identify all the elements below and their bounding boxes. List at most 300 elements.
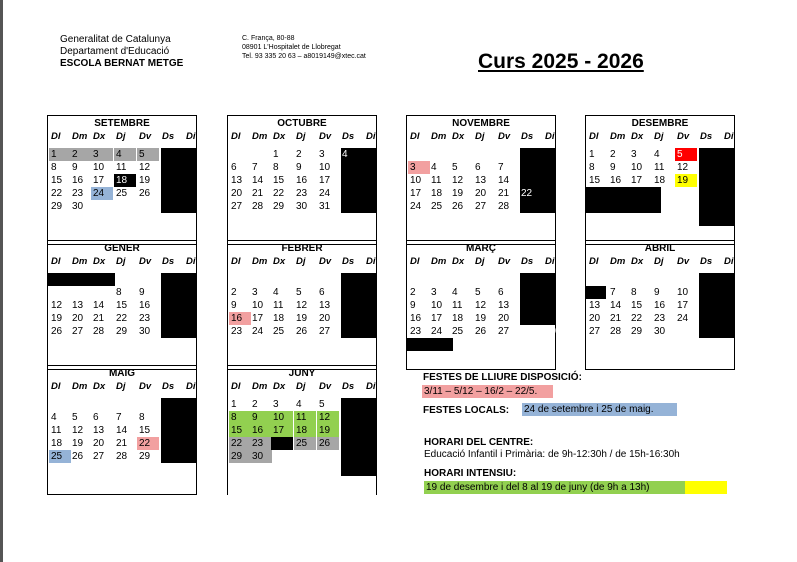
weekday-header: Dm: [72, 256, 88, 267]
free-days-label: FESTES DE LLIURE DISPOSICIÓ:: [423, 372, 582, 383]
day-cell: 21: [252, 188, 264, 199]
day-cell: 1: [231, 399, 237, 410]
day-cell: 17: [410, 188, 422, 199]
day-cell: 14: [93, 300, 105, 311]
closed-days-block: [407, 338, 453, 351]
day-cell: 22: [51, 188, 63, 199]
day-cell: 18: [452, 313, 464, 324]
weekday-header: Dl: [589, 256, 599, 267]
weekday-header: Dm: [431, 131, 447, 142]
day-cell: 29: [631, 326, 643, 337]
day-cell: 22: [631, 313, 643, 324]
day-cell: 10: [319, 162, 331, 173]
weekday-header: Ds: [162, 256, 175, 267]
day-cell: 7: [252, 162, 258, 173]
weekday-header: Dv: [677, 256, 690, 267]
day-cell: 27: [589, 326, 601, 337]
day-cell: 28: [610, 326, 622, 337]
weekday-header: Dx: [93, 131, 106, 142]
day-cell: 7: [498, 162, 504, 173]
day-cell: 11: [654, 162, 665, 173]
day-cell: 19: [72, 438, 84, 449]
month-novembre: [406, 115, 556, 245]
weekday-header: Dl: [231, 256, 241, 267]
day-cell: 25: [116, 188, 128, 199]
month-febrer: [227, 240, 377, 370]
day-cell: 21: [610, 313, 622, 324]
weekday-header: Dl: [51, 131, 61, 142]
day-cell: 27: [475, 201, 487, 212]
weekday-header: Dx: [452, 131, 465, 142]
weekday-header: Dl: [231, 381, 241, 392]
day-cell: 16: [139, 300, 151, 311]
weekday-header: Di: [724, 131, 734, 142]
day-cell: 10: [677, 287, 689, 298]
day-cell: 30: [654, 326, 666, 337]
month-maig: [47, 365, 197, 495]
closed-days-block: [341, 273, 377, 338]
day-cell: 22: [137, 437, 159, 450]
day-cell: 16: [72, 175, 84, 186]
weekday-header: Dx: [452, 256, 465, 267]
month-desembre: [585, 115, 735, 245]
weekday-header: Dv: [319, 131, 332, 142]
day-cell: 8: [116, 287, 122, 298]
day-cell: 11: [452, 300, 463, 311]
month-name: OCTUBRE: [277, 118, 327, 129]
month-març: [406, 240, 556, 370]
month-abril: [585, 240, 735, 370]
day-cell: 6: [93, 412, 99, 423]
day-cell: 4: [114, 148, 136, 161]
day-cell: 27: [319, 326, 331, 337]
day-cell: 22: [521, 188, 533, 199]
month-setembre: [47, 115, 197, 245]
day-cell: 10: [252, 300, 264, 311]
address-line-2: 08901 L'Hospitalet de Llobregat: [242, 44, 341, 51]
day-cell: 26: [139, 188, 151, 199]
intensive-label: HORARI INTENSIU:: [424, 468, 517, 479]
day-cell: 28: [252, 201, 264, 212]
day-cell: 2: [296, 149, 302, 160]
weekday-header: Dm: [252, 381, 268, 392]
day-cell: 16: [296, 175, 308, 186]
weekday-header: Di: [366, 381, 376, 392]
weekday-header: Dl: [51, 256, 61, 267]
weekday-header: Dm: [431, 256, 447, 267]
weekday-header: Dl: [589, 131, 599, 142]
day-cell: 6: [498, 287, 504, 298]
day-cell: 23: [410, 326, 422, 337]
day-cell: 4: [342, 149, 348, 160]
day-cell: 29: [51, 201, 63, 212]
day-cell: 10: [431, 300, 443, 311]
weekday-header: Di: [186, 256, 196, 267]
address-line-1: C. França, 80-88: [242, 35, 295, 42]
day-cell: 17: [431, 313, 443, 324]
day-cell: 3: [408, 161, 430, 174]
day-cell: 9: [654, 287, 660, 298]
weekday-header: Dm: [252, 131, 268, 142]
weekday-header: Dx: [631, 256, 644, 267]
weekday-header: Di: [366, 256, 376, 267]
day-cell: 3: [319, 149, 325, 160]
weekday-header: Dj: [116, 131, 126, 142]
weekday-header: Dm: [252, 256, 268, 267]
day-cell: 21: [116, 438, 128, 449]
month-octubre: [227, 115, 377, 245]
day-cell: 20: [589, 313, 601, 324]
schedule-label: HORARI DEL CENTRE:: [424, 437, 534, 448]
day-cell: 27: [72, 326, 84, 337]
day-cell: 30: [72, 201, 84, 212]
weekday-header: Di: [545, 256, 555, 267]
day-cell: 1: [49, 148, 71, 161]
school-line-1: Generalitat de Catalunya: [60, 34, 171, 45]
weekday-header: Dl: [51, 381, 61, 392]
day-cell: 9: [139, 287, 145, 298]
day-cell: 30: [296, 201, 308, 212]
weekday-header: Dv: [139, 381, 152, 392]
day-cell: 27: [498, 326, 510, 337]
weekday-header: Dv: [319, 256, 332, 267]
day-cell: 15: [273, 175, 285, 186]
day-cell: 2: [231, 287, 237, 298]
day-cell: 12: [72, 425, 84, 436]
day-cell: 19: [139, 175, 151, 186]
day-cell: 27: [93, 451, 105, 462]
day-cell: 5: [296, 287, 302, 298]
day-cell: 13: [93, 425, 105, 436]
day-cell: 5: [137, 148, 159, 161]
intensive-yellow-marker: [685, 481, 727, 494]
day-cell: 31: [319, 201, 331, 212]
weekday-header: Ds: [162, 131, 175, 142]
weekday-header: Di: [366, 131, 376, 142]
day-cell: 22: [116, 313, 128, 324]
day-cell: 5: [319, 399, 325, 410]
day-cell: 11: [116, 162, 127, 173]
local-holidays-value: 24 de setembre i 25 de maig.: [522, 403, 677, 416]
day-cell: 3: [631, 149, 637, 160]
day-cell: 16: [250, 424, 272, 437]
day-cell: 21: [93, 313, 105, 324]
weekday-header: Dj: [296, 381, 306, 392]
weekday-header: Dx: [273, 131, 286, 142]
day-cell: 4: [273, 287, 279, 298]
school-line-2: Departament d'Educació: [60, 46, 170, 57]
day-cell: 6: [319, 287, 325, 298]
day-cell: 18: [431, 188, 443, 199]
weekday-header: Dj: [475, 256, 485, 267]
day-cell: 13: [498, 300, 510, 311]
day-cell: 25: [49, 450, 71, 463]
day-cell: 4: [654, 149, 660, 160]
day-cell: 29: [545, 326, 557, 337]
day-cell: 17: [93, 175, 105, 186]
day-cell: 7: [610, 287, 616, 298]
day-cell: 9: [610, 162, 616, 173]
day-cell: 12: [317, 411, 339, 424]
day-cell: 24: [252, 326, 264, 337]
day-cell: 13: [319, 300, 331, 311]
day-cell: 26: [475, 326, 487, 337]
day-cell: 9: [231, 300, 237, 311]
weekday-header: Dl: [410, 131, 420, 142]
day-cell: 8: [229, 411, 251, 424]
day-cell: 8: [139, 412, 145, 423]
day-cell: 3: [252, 287, 258, 298]
month-name: FEBRER: [281, 243, 323, 254]
day-cell: 17: [677, 300, 689, 311]
day-cell: 1: [589, 149, 595, 160]
day-cell: 10: [631, 162, 643, 173]
month-name: NOVEMBRE: [452, 118, 510, 129]
day-cell: 16: [229, 312, 251, 325]
day-cell: 5: [475, 287, 481, 298]
local-holidays-label: FESTES LOCALS:: [423, 405, 510, 416]
day-cell: 1: [273, 149, 279, 160]
day-cell: 8: [273, 162, 279, 173]
weekday-header: Di: [186, 131, 196, 142]
day-cell: 11: [294, 411, 316, 424]
day-cell: 4: [51, 412, 57, 423]
day-cell: 5: [452, 162, 458, 173]
day-cell: 4: [431, 162, 437, 173]
weekday-header: Dx: [631, 131, 644, 142]
day-cell: 11: [273, 300, 284, 311]
weekday-header: Ds: [521, 131, 534, 142]
day-cell: 10: [93, 162, 105, 173]
day-cell: 20: [319, 313, 331, 324]
day-cell: 17: [319, 175, 331, 186]
closed-days-block: [161, 398, 197, 463]
day-cell: 18: [654, 175, 666, 186]
day-cell: 19: [296, 313, 308, 324]
day-cell: 13: [475, 175, 487, 186]
day-cell: 17: [252, 313, 264, 324]
day-cell: 15: [51, 175, 63, 186]
day-cell: 20: [231, 188, 243, 199]
weekday-header: Dv: [139, 256, 152, 267]
closed-days-block: [586, 187, 661, 213]
day-cell: 23: [139, 313, 151, 324]
day-cell: 8: [631, 287, 637, 298]
address-line-3: Tel. 93 335 20 63 – a8019149@xtec.cat: [242, 53, 366, 60]
closed-days-block: [520, 273, 556, 325]
day-cell: 19: [51, 313, 63, 324]
day-cell: 16: [410, 313, 422, 324]
weekday-header: Ds: [342, 131, 355, 142]
day-cell: 9: [250, 411, 272, 424]
month-name: MARÇ: [466, 243, 496, 254]
weekday-header: Di: [545, 131, 555, 142]
day-cell: 17: [631, 175, 643, 186]
day-cell: 18: [273, 313, 285, 324]
day-cell: 3: [273, 399, 279, 410]
day-cell: 28: [93, 326, 105, 337]
day-cell: 22: [229, 437, 251, 450]
day-cell: 26: [452, 201, 464, 212]
closed-days-block: [161, 273, 197, 338]
day-cell: 2: [252, 399, 258, 410]
weekday-header: Ds: [342, 381, 355, 392]
month-name: JUNY: [288, 368, 316, 379]
day-cell: 30: [139, 326, 151, 337]
day-cell: 23: [296, 188, 308, 199]
day-cell: 17: [271, 424, 293, 437]
day-cell: 7: [116, 412, 122, 423]
day-cell: 29: [273, 201, 285, 212]
day-cell: 21: [498, 188, 510, 199]
page-title: Curs 2025 - 2026: [478, 50, 644, 73]
intensive-value: 19 de desembre i del 8 al 19 de juny (de 9h a 13h): [424, 481, 685, 494]
day-cell: 24: [677, 313, 689, 324]
day-cell: 22: [273, 188, 285, 199]
day-cell: 27: [231, 201, 243, 212]
day-cell: 30: [250, 450, 272, 463]
weekday-header: Dm: [610, 256, 626, 267]
day-cell: [271, 437, 293, 450]
month-name: MAIG: [108, 368, 136, 379]
day-cell: 14: [116, 425, 128, 436]
day-cell: 19: [475, 313, 487, 324]
day-cell: 18: [51, 438, 63, 449]
day-cell: 18: [114, 174, 136, 187]
weekday-header: Dm: [72, 131, 88, 142]
month-juny: [227, 365, 377, 495]
day-cell: 26: [51, 326, 63, 337]
day-cell: 15: [589, 175, 601, 186]
closed-days-block: [699, 148, 735, 226]
day-cell: 9: [72, 162, 78, 173]
day-cell: 12: [475, 300, 487, 311]
day-cell: 12: [139, 162, 151, 173]
day-cell: 5: [675, 148, 697, 161]
weekday-header: Dj: [296, 131, 306, 142]
day-cell: 11: [431, 175, 442, 186]
day-cell: 12: [296, 300, 308, 311]
weekday-header: Ds: [700, 256, 713, 267]
day-cell: 13: [589, 300, 601, 311]
weekday-header: Dv: [498, 256, 511, 267]
day-cell: 15: [631, 300, 643, 311]
weekday-header: Dv: [319, 381, 332, 392]
day-cell: 3: [431, 287, 437, 298]
school-name-block: [60, 34, 183, 70]
day-cell: 18: [294, 424, 316, 437]
month-gener: [47, 240, 197, 370]
day-cell: 16: [610, 175, 622, 186]
day-cell: 3: [91, 148, 113, 161]
weekday-header: Di: [186, 381, 196, 392]
day-cell: 26: [296, 326, 308, 337]
school-line-3: ESCOLA BERNAT METGE: [60, 58, 184, 69]
day-cell: 24: [431, 326, 443, 337]
day-cell: 29: [116, 326, 128, 337]
day-cell: 4: [452, 287, 458, 298]
day-cell: 29: [229, 450, 251, 463]
day-cell: 19: [675, 174, 697, 187]
day-cell: 14: [252, 175, 264, 186]
weekday-header: Dm: [72, 381, 88, 392]
day-cell: 19: [317, 424, 339, 437]
weekday-header: Dj: [116, 381, 126, 392]
closed-days-block: [161, 148, 197, 213]
day-cell: 25: [294, 437, 316, 450]
day-cell: 14: [610, 300, 622, 311]
day-cell: 20: [475, 188, 487, 199]
weekday-header: Dv: [139, 131, 152, 142]
day-cell: 10: [271, 411, 293, 424]
weekday-header: Di: [724, 256, 734, 267]
closed-days-block: [699, 273, 735, 338]
weekday-header: Dl: [410, 256, 420, 267]
day-cell: 29: [139, 451, 151, 462]
day-cell: 23: [72, 188, 84, 199]
weekday-header: Ds: [162, 381, 175, 392]
school-address-block: [242, 34, 366, 61]
weekday-header: Dj: [654, 256, 664, 267]
weekday-header: Ds: [521, 256, 534, 267]
day-cell: 13: [231, 175, 243, 186]
weekday-header: Dx: [93, 256, 106, 267]
day-cell: 6: [231, 162, 237, 173]
day-cell: 20: [93, 438, 105, 449]
day-cell: 23: [654, 313, 666, 324]
day-cell: 2: [70, 148, 92, 161]
day-cell: 23: [250, 437, 272, 450]
day-cell: 12: [452, 175, 464, 186]
day-cell: 25: [273, 326, 285, 337]
day-cell: 8: [51, 162, 57, 173]
weekday-header: Dv: [498, 131, 511, 142]
month-name: ABRIL: [644, 243, 676, 254]
day-cell: 19: [452, 188, 464, 199]
day-cell: 13: [72, 300, 84, 311]
day-cell: 16: [654, 300, 666, 311]
day-cell: 24: [91, 187, 113, 200]
weekday-header: Ds: [342, 256, 355, 267]
weekday-header: Dx: [273, 381, 286, 392]
day-cell: 26: [72, 451, 84, 462]
day-cell: 15: [139, 425, 151, 436]
schedule-value: Educació Infantil i Primària: de 9h-12:30h / de 15h-16:30h: [424, 449, 680, 460]
day-cell: 20: [498, 313, 510, 324]
day-cell: 2: [410, 287, 416, 298]
day-cell: 8: [589, 162, 595, 173]
weekday-header: Dx: [93, 381, 106, 392]
weekday-header: Dj: [654, 131, 664, 142]
day-cell: 2: [610, 149, 616, 160]
day-cell: 28: [116, 451, 128, 462]
left-border: [0, 0, 3, 562]
month-name: GENER: [104, 243, 140, 254]
day-cell: 15: [229, 424, 251, 437]
day-cell: 28: [498, 201, 510, 212]
closed-days-block: [586, 286, 606, 299]
day-cell: 14: [498, 175, 510, 186]
day-cell: 24: [410, 201, 422, 212]
day-cell: 25: [452, 326, 464, 337]
free-days-value: 3/11 – 5/12 – 16/2 – 22/5.: [422, 385, 553, 398]
day-cell: 9: [296, 162, 302, 173]
day-cell: 20: [72, 313, 84, 324]
day-cell: 24: [319, 188, 331, 199]
closed-days-block: [48, 273, 115, 286]
weekday-header: Dj: [296, 256, 306, 267]
month-name: SETEMBRE: [94, 118, 150, 129]
